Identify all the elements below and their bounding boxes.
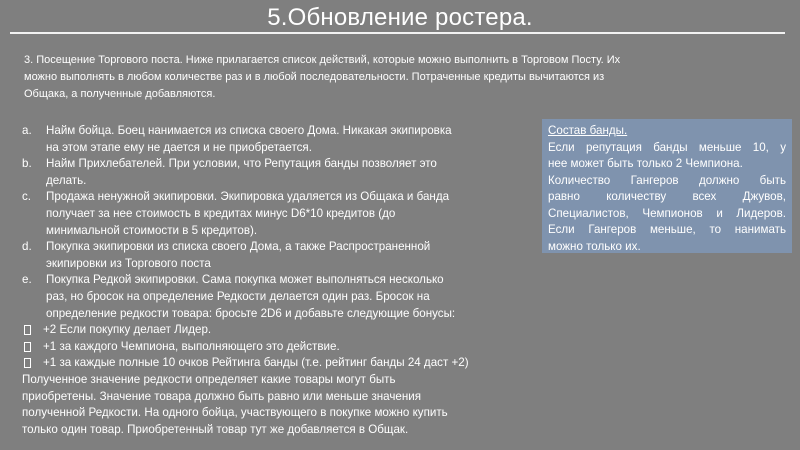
bullet-box-icon — [24, 325, 31, 335]
bullet-box-icon — [24, 358, 31, 368]
list-item — [22, 189, 522, 239]
intro-line: Общака, а полученные добавляются. — [24, 88, 216, 100]
list-item — [22, 123, 522, 156]
list-item-line: раз, но бросок на определение Редкости делается один раз. Бросок на — [46, 289, 430, 303]
actions-list — [22, 123, 522, 438]
list-marker: d. — [22, 240, 32, 254]
box-line: Если репутация банды меньше 10, у — [548, 140, 786, 154]
box-line: равно количеству всех Джувов, — [548, 190, 786, 203]
bonus-item — [22, 322, 522, 339]
list-item-line: минимальной стоимости в 5 кредитов). — [46, 223, 258, 237]
list-item-line: делать. — [46, 173, 87, 187]
list-item-line: Найм Прихлебателей. При условии, что Репутация банды позволяет это — [46, 157, 437, 171]
closing-line: приобретены. Значение товара должно быть равно или меньше значения — [22, 389, 422, 403]
closing-line: только один товар. Приобретенный товар тут же добавляется в Общак. — [22, 422, 409, 436]
title-divider — [10, 32, 785, 34]
intro-line: можно выполнять в любом количестве раз и в любой последовательности. Потраченные кредиты вычитаются из — [24, 71, 605, 83]
bonus-text: +1 за каждые полные 10 очков Рейтинга банды (т.е. рейтинг банды 24 даст +2) — [43, 356, 469, 370]
list-marker: a. — [22, 124, 32, 137]
box-line: Специалистов, Чемпионов и Лидеров. — [548, 206, 786, 220]
closing-paragraph — [22, 372, 522, 438]
list-item-line: на этом этапе ему не дается и не приобретается. — [46, 140, 312, 154]
list-item-line: экипировки из Торгового поста — [46, 256, 211, 270]
list-marker: e. — [22, 273, 32, 287]
box-line: нее может быть только 2 Чемпиона. — [548, 157, 743, 170]
list-item-line: Покупка экипировки из списка своего Дома, а также Распространенной — [46, 240, 431, 254]
box-line: Количество Гангеров должно быть — [548, 173, 786, 187]
list-item-line: получает за нее стоимость в кредитах минус D6*10 кредитов (до — [46, 206, 396, 220]
list-item-line: определение редкости товара: бросьте 2D6 и добавьте следующие бонусы: — [46, 306, 456, 320]
list-marker: b. — [22, 157, 32, 171]
list-item — [22, 156, 522, 189]
intro-line: 3. Посещение Торгового поста. Ниже прилагается список действий, которые можно выполнить в Торговом Посту. Их — [24, 54, 621, 66]
list-item — [22, 239, 522, 272]
closing-line: Полученное значение редкости определяет какие товары могут быть — [22, 372, 396, 386]
bonus-item — [22, 339, 522, 356]
bonus-item — [22, 355, 522, 372]
box-line: Если Гангеров меньше, то нанимать — [548, 223, 786, 236]
gang-composition-box — [542, 119, 792, 253]
list-item-line: Продажа ненужной экипировки. Экипировка удаляется из Общака и банда — [46, 190, 450, 204]
bullet-box-icon — [24, 342, 31, 352]
list-item — [22, 272, 522, 322]
list-item-line: Покупка Редкой экипировки. Сама покупка может выполняться несколько — [46, 273, 444, 287]
box-line: можно только их. — [548, 239, 641, 253]
bonus-text: +2 Если покупку делает Лидер. — [43, 323, 212, 337]
intro-paragraph — [24, 52, 764, 103]
list-marker: c. — [22, 190, 32, 204]
list-item-line: Найм бойца. Боец нанимается из списка своего Дома. Никакая экипировка — [46, 124, 452, 137]
closing-line: полученной Редкости. На одного бойца, участвующего в покупке можно купить — [22, 406, 448, 420]
bonus-text: +1 за каждого Чемпиона, выполняющего это действие. — [43, 339, 340, 353]
box-heading: Состав банды. — [548, 124, 628, 137]
page-title: 5.Обновление ростера. — [267, 4, 533, 31]
